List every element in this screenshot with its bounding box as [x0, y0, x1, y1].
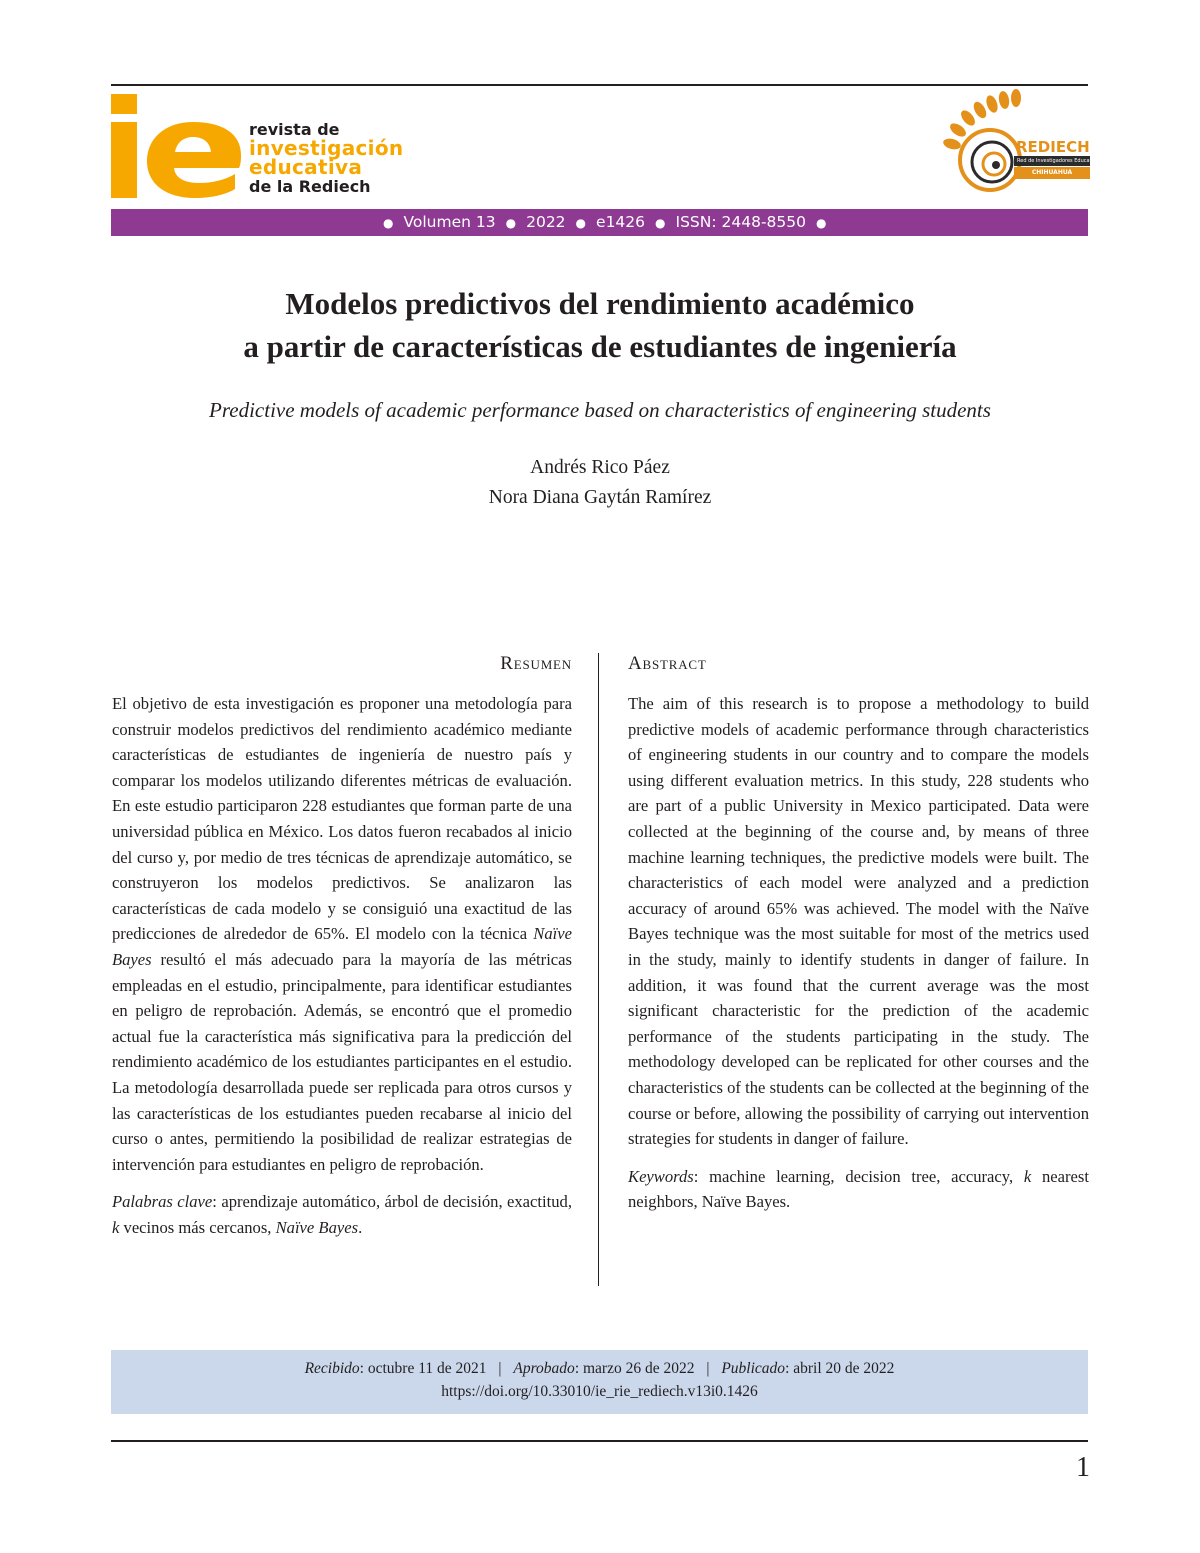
separator: | — [706, 1360, 710, 1377]
bullet-icon: ● — [505, 216, 517, 230]
palabras-clave-end: . — [358, 1217, 363, 1237]
volume-band — [111, 209, 1088, 236]
ie-logo-mark — [111, 94, 243, 200]
column-divider — [598, 653, 599, 1286]
keywords-text-2: nearest neighbors, Naïve Bayes. — [628, 1166, 1089, 1212]
received-label: Recibido — [304, 1360, 360, 1377]
issn-label: ISSN: 2448-8550 — [675, 213, 806, 231]
bullet-icon: ● — [655, 216, 666, 230]
article-id: e1426 — [596, 213, 646, 231]
approved-label: Aprobado — [513, 1360, 575, 1377]
top-rule — [111, 84, 1088, 86]
bullet-icon: ● — [815, 216, 827, 230]
title-line-1: Modelos predictivos del rendimiento académico — [285, 286, 915, 321]
bullet-icon: ● — [575, 216, 587, 230]
author-list — [100, 453, 1100, 513]
author-1: Andrés Rico Páez — [530, 457, 670, 478]
keywords — [628, 1164, 1089, 1215]
keywords-text: : machine learning, decision tree, accuracy, — [693, 1166, 1024, 1186]
resumen-text-part-1: El objetivo de esta investigación es proponer una metodología para construir modelos predictivos del rendimiento académico mediante características de estudiantes de ingeniería de nuestro país y comparar los modelos utilizando diferentes métricas de evaluación. En este estudio participaron 228 estudiantes que forman parte de una universidad pública en México. Los datos fueron recabados al inicio del curso y, por medio de tres técnicas de aprendizaje automático, se construyeron los modelos predictivos. Se analizaron las características de cada modelo y se consiguió una exactitud de las predicciones de alrededor de 65%. El modelo con la técnica — [112, 694, 572, 944]
palabras-clave — [112, 1189, 572, 1240]
keywords-k: k — [1023, 1166, 1032, 1186]
journal-logo — [111, 94, 431, 200]
abstract-column — [628, 651, 1089, 1215]
palabras-clave-text: : aprendizaje automático, árbol de decisión, exactitud, — [212, 1192, 572, 1212]
resumen-text — [112, 691, 572, 1177]
keywords-label: Keywords — [628, 1166, 694, 1186]
author-2: Nora Diana Gaytán Ramírez — [488, 487, 712, 508]
journal-line-2: investigación — [249, 136, 404, 160]
resumen-column — [112, 651, 572, 1240]
dates-line — [111, 1357, 1088, 1380]
abstract-text: The aim of this research is to propose a methodology to build predictive models of academic performance through characteristics of engineering students in our country and to compare the models using different evaluation metrics. In this study, 228 students who are part of a public University in Mexico participated. Data were collected at the beginning of the course and, by means of three machine learning techniques, the predictive models were built. The characteristics of each model were analyzed and a prediction accuracy of around 65% was achieved. The model with the Naïve Bayes technique was the most suitable for most of the metrics used in the study, mainly to identify students in danger of failure. In addition, it was found that the current average was the most significant characteristic for the prediction of the academic performance of the students participating in the study. The methodology developed can be replicated for other courses and the characteristics of the students can be collected at the beginning of the course or before, allowing the possibility of carrying out intervention strategies for students in danger of failure. — [628, 694, 1089, 1149]
article-title — [100, 282, 1100, 368]
title-line-2: a partir de características de estudiantes de ingeniería — [243, 329, 957, 364]
resumen-heading: Resumen — [500, 653, 572, 674]
bullet-icon: ● — [383, 216, 394, 230]
volume-label: Volumen 13 — [403, 213, 496, 231]
doi-link[interactable]: https://doi.org/10.33010/ie_rie_rediech.v13i0.1426 — [441, 1383, 758, 1400]
resumen-emphasis: Naïve Bayes — [112, 924, 572, 969]
rediech-state: CHIHUAHUA — [1014, 167, 1090, 179]
rediech-name: REDIECH — [1016, 138, 1090, 156]
year-label: 2022 — [526, 213, 566, 231]
publication-dates-box — [111, 1350, 1088, 1414]
rediech-tagline: Red de Investigadores Educativos — [1014, 156, 1090, 166]
palabras-clave-k: k — [112, 1217, 120, 1237]
palabras-clave-label: Palabras clave — [112, 1192, 213, 1212]
abstract-heading: Abstract — [628, 653, 707, 674]
journal-line-1: revista de — [249, 120, 340, 139]
approved-date: : marzo 26 de 2022 — [574, 1360, 695, 1377]
journal-line-3: educativa — [249, 155, 363, 179]
bottom-rule — [111, 1440, 1088, 1442]
english-title: Predictive models of academic performance based on characteristics of engineering students — [209, 398, 991, 422]
published-label: Publicado — [721, 1360, 786, 1377]
rediech-logo — [940, 88, 1102, 198]
palabras-clave-text-2: vecinos más cercanos, — [119, 1217, 276, 1237]
published-date: : abril 20 de 2022 — [785, 1360, 895, 1377]
separator: | — [498, 1360, 502, 1377]
journal-wordmark — [249, 120, 403, 196]
journal-line-4: de la Rediech — [249, 177, 371, 196]
palabras-clave-nb: Naïve Bayes — [275, 1217, 359, 1237]
page-number: 1 — [1076, 1452, 1090, 1483]
resumen-text-part-2: resultó el más adecuado para la mayoría de las métricas empleadas en el estudio, principalmente, para identificar estudiantes en peligro de reprobación. Además, se encontró que el promedio actual fue la característica más significativa para la predicción del rendimiento académico de los estudiantes participantes en el estudio. La metodología desarrollada puede ser replicada para otros cursos y las características de los estudiantes pueden recabarse al inicio del curso o antes, permitiendo la posibilidad de realizar estrategias de intervención para estudiantes en peligro de reprobación. — [112, 949, 572, 1174]
received-date: : octubre 11 de 2021 — [359, 1360, 487, 1377]
